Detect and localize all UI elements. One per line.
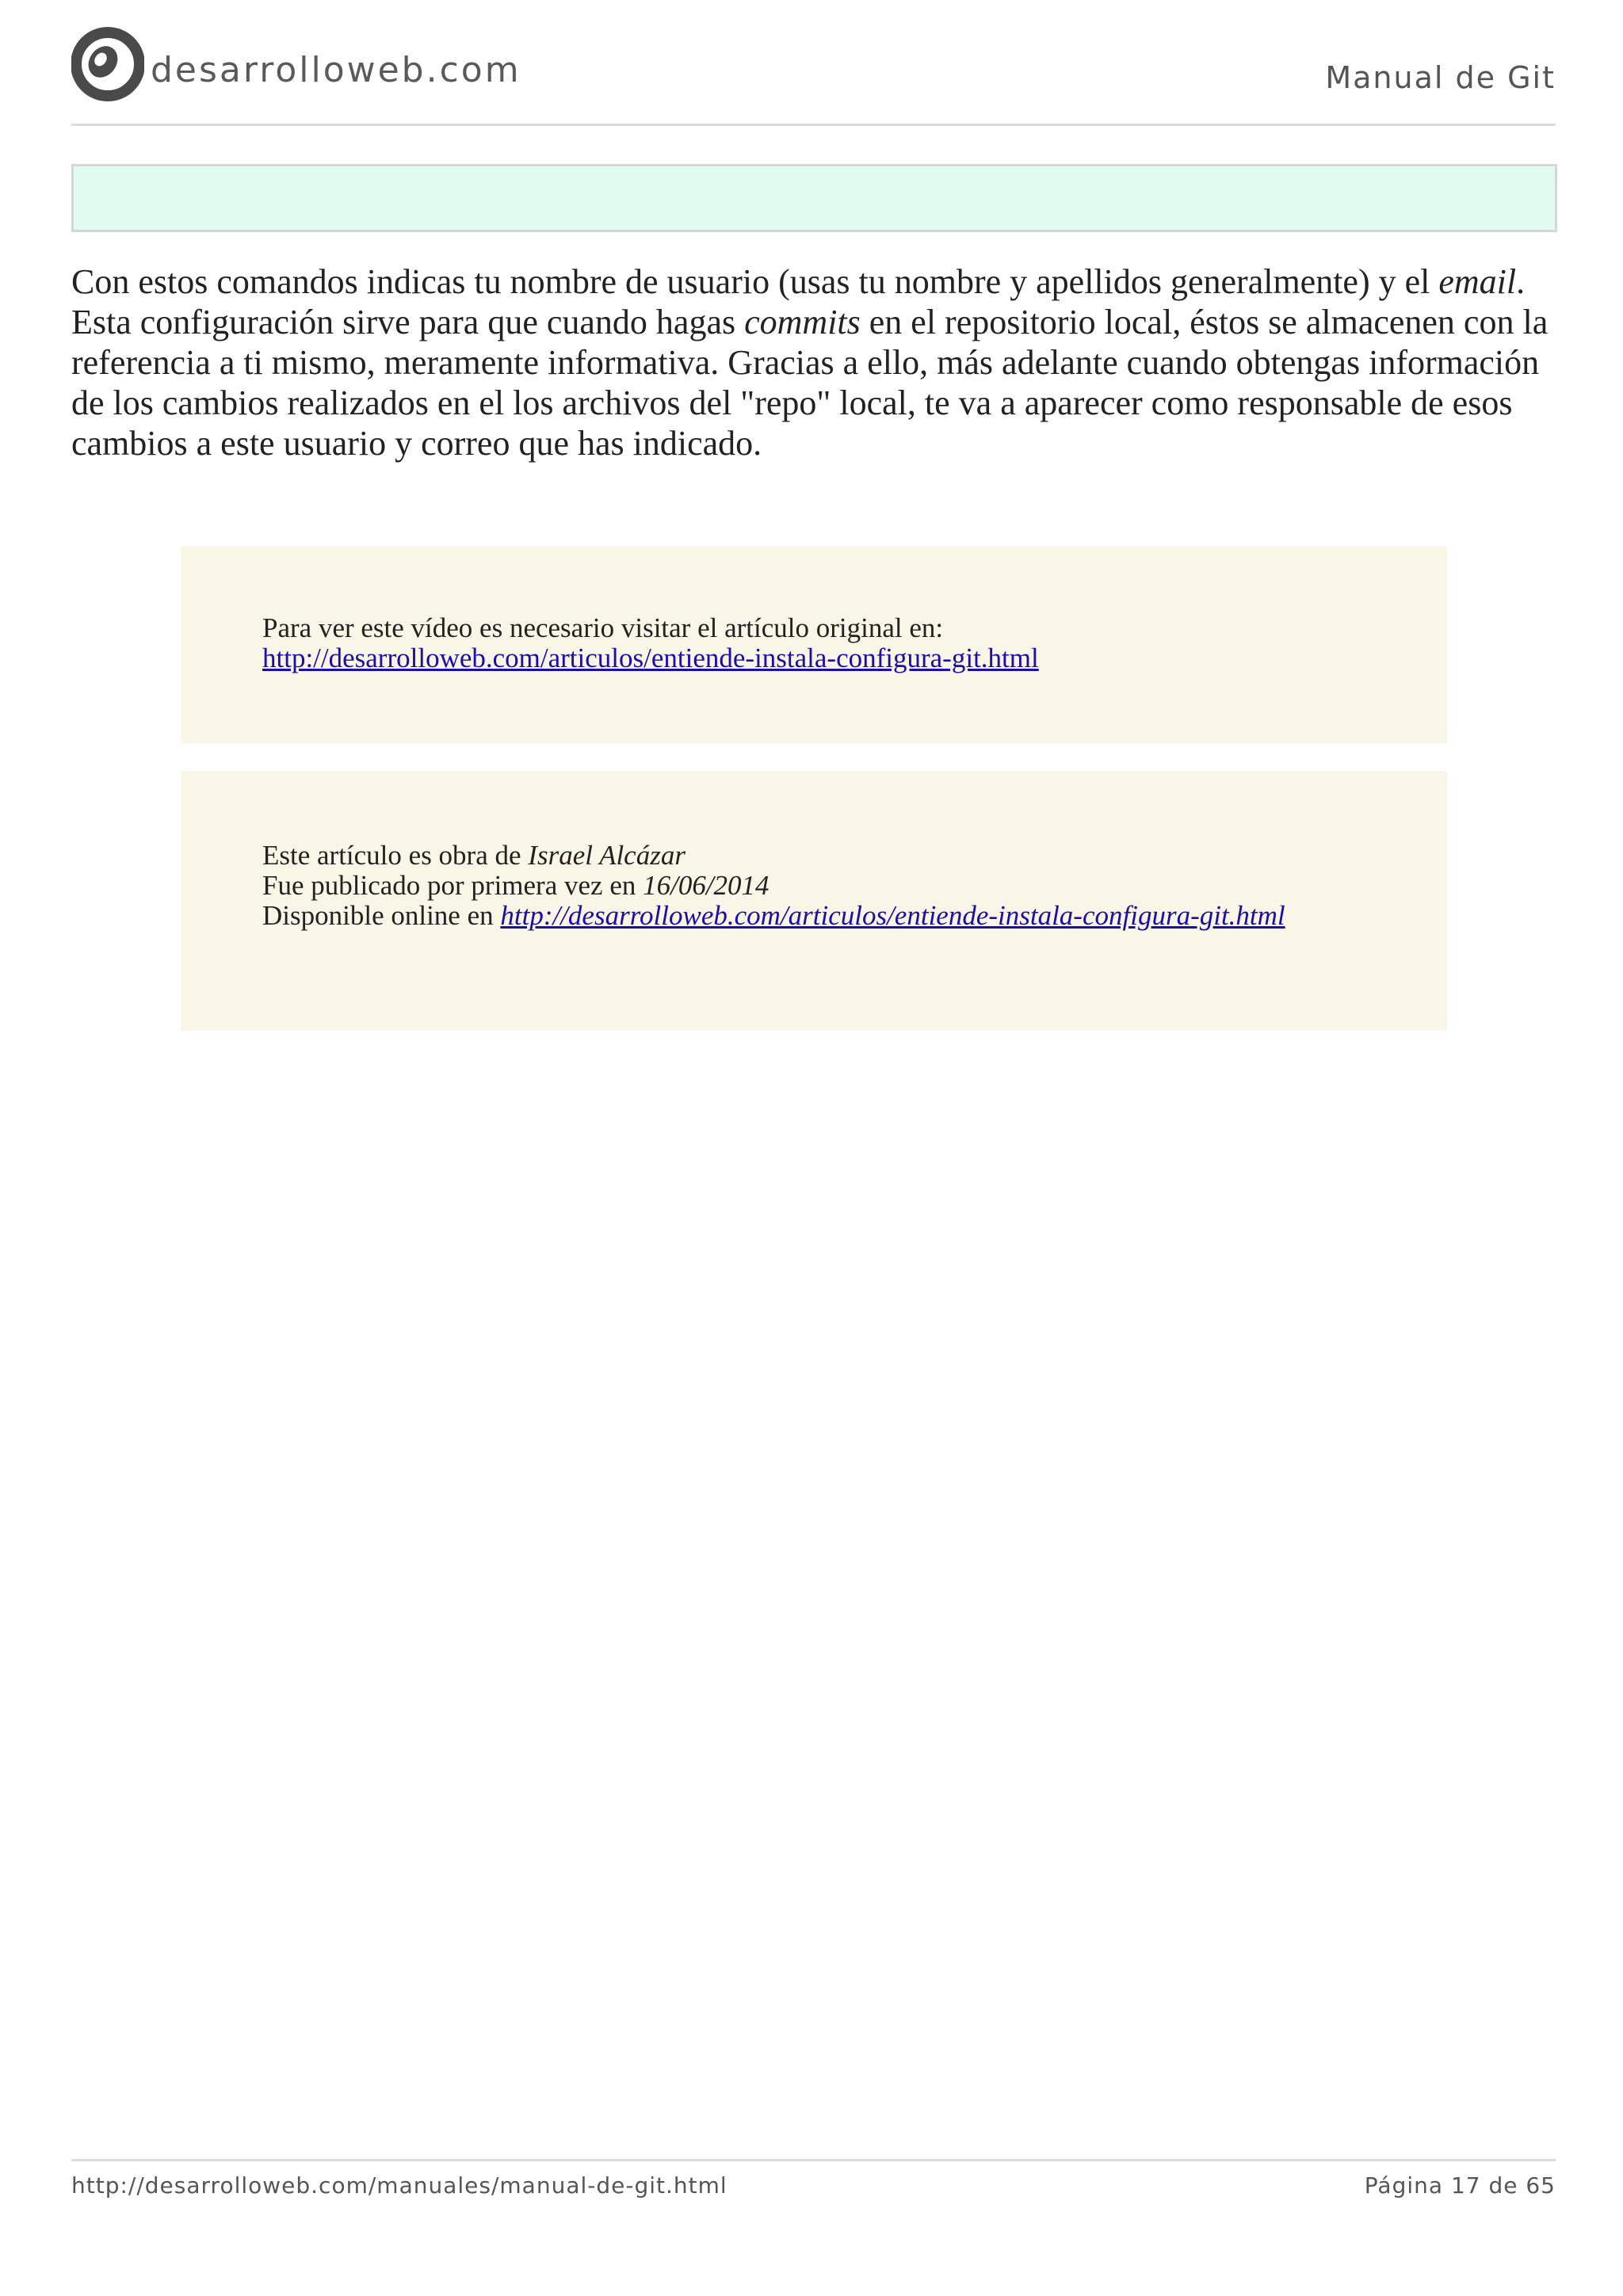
- article-credits-box: [181, 771, 1447, 1031]
- online-article-link[interactable]: http://desarrolloweb.com/articulos/entiende-instala-configura-git.html: [500, 900, 1285, 931]
- published-date: 16/06/2014: [643, 870, 769, 901]
- article-credits-content: [262, 841, 1328, 931]
- online-line: [262, 901, 1328, 931]
- author-name: Israel Alcázar: [528, 840, 685, 871]
- author-line: [262, 841, 1328, 871]
- desarrolloweb-logo-icon: [71, 25, 144, 103]
- paragraph-text: Con estos comandos indicas tu nombre de usuario (usas tu nombre y apellidos generalmente) y el: [71, 262, 1439, 301]
- paragraph-text: . Esta configuración sirve para que cuando hagas: [71, 262, 1526, 341]
- video-notice-text: Para ver este vídeo es necesario visitar el artículo original en:: [262, 612, 944, 643]
- video-notice-box: [181, 547, 1447, 743]
- published-prefix: Fue publicado por primera vez en: [262, 870, 643, 901]
- site-logo[interactable]: [71, 25, 521, 103]
- footer-manual-url: http://desarrolloweb.com/manuales/manual-de-git.html: [71, 2172, 727, 2199]
- body-paragraph: [71, 261, 1561, 463]
- logo-wordmark: desarrolloweb.com: [151, 49, 521, 90]
- published-line: [262, 871, 1328, 901]
- online-prefix: Disponible online en: [262, 900, 501, 931]
- author-prefix: Este artículo es obra de: [262, 840, 529, 871]
- emphasis-email: email: [1438, 262, 1517, 301]
- paragraph-text: en el repositorio local, éstos se almacenen con la referencia a ti mismo, meramente informativa. Gracias a ello, más adelante cuando obtengas información de los cambios realizados en el los archivos del "repo" local, te va a aparecer como responsable de esos cambios a este usuario y correo que has indicado.: [71, 303, 1549, 463]
- page-header: [71, 22, 1556, 126]
- original-article-link[interactable]: http://desarrolloweb.com/articulos/entiende-instala-configura-git.html: [262, 643, 1039, 673]
- page-number: Página 17 de 65: [1364, 2172, 1556, 2199]
- manual-title: Manual de Git: [1325, 60, 1556, 95]
- page-footer: [71, 2159, 1556, 2209]
- emphasis-commits: commits: [744, 303, 861, 341]
- code-block: [71, 164, 1557, 232]
- video-notice-content: [262, 613, 1328, 673]
